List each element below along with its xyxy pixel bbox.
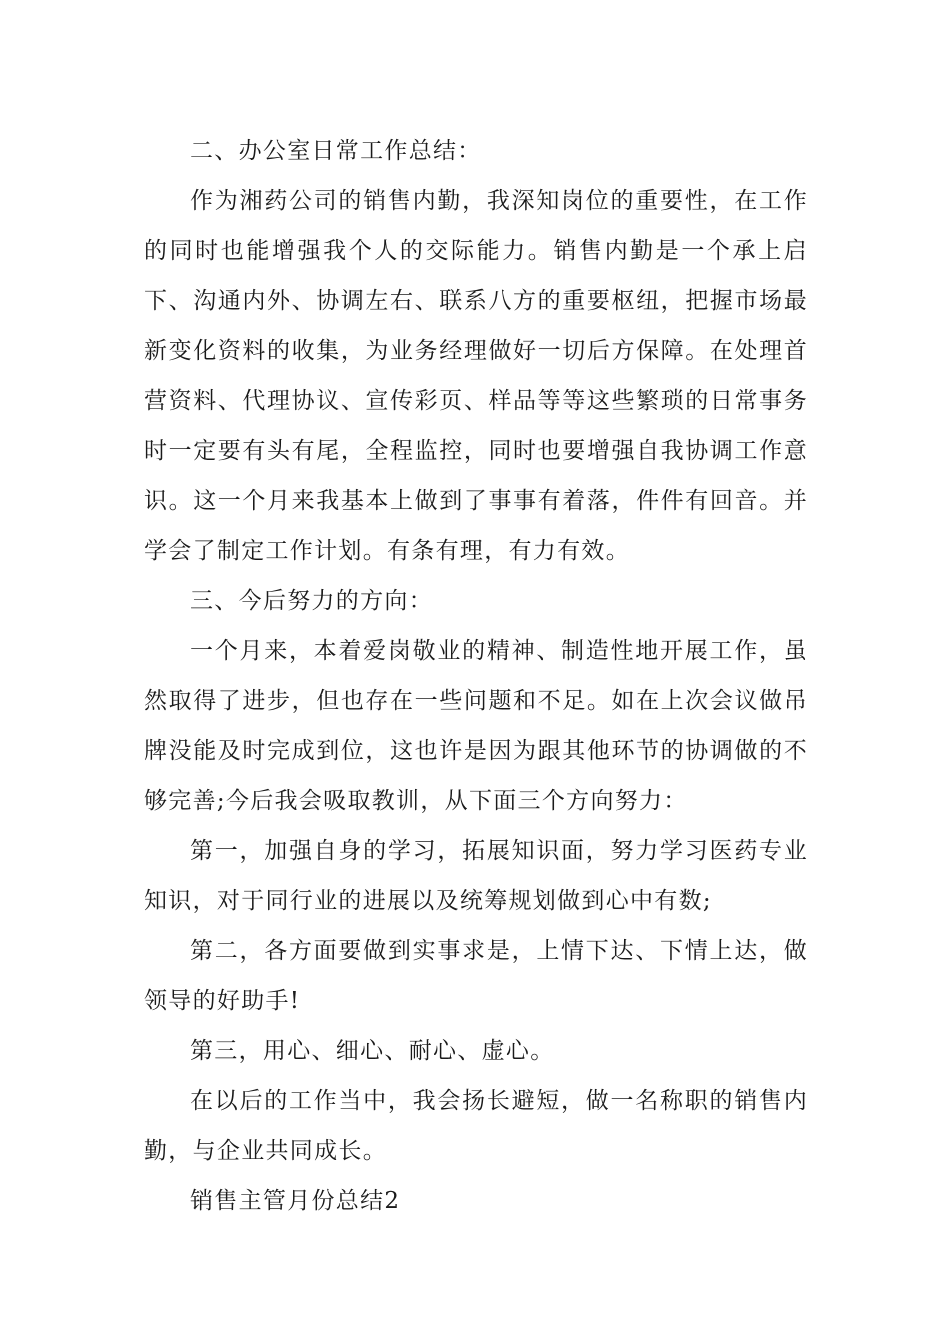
next-section-title: 销售主管月份总结2 bbox=[190, 1188, 401, 1214]
section-heading-future-direction: 三、今后努力的方向： bbox=[190, 588, 433, 614]
paragraph-point-third: 第三，用心、细心、耐心、虚心。 bbox=[190, 1038, 555, 1064]
paragraph-future-direction: 一个月来，本着爱岗敬业的精神、制造性地开展工作，虽然取得了进步，但也存在一些问题和不足。如在上次会议做吊牌没能及时完成到位，这也许是因为跟其他环节的协调做的不够完善;今后我会吸取教训，从下面三个方向努力： bbox=[144, 638, 808, 814]
paragraph-point-first: 第一，加强自身的学习，拓展知识面，努力学习医药专业知识，对于同行业的进展以及统筹规划做到心中有数; bbox=[144, 838, 808, 914]
paragraph-conclusion: 在以后的工作当中，我会扬长避短，做一名称职的销售内勤，与企业共同成长。 bbox=[144, 1088, 808, 1164]
section-heading-office-work: 二、办公室日常工作总结： bbox=[190, 138, 482, 164]
paragraph-office-work: 作为湘药公司的销售内勤，我深知岗位的重要性，在工作的同时也能增强我个人的交际能力。销售内勤是一个承上启下、沟通内外、协调左右、联系八方的重要枢纽，把握市场最新变化资料的收集，为业务经理做好一切后方保障。在处理首营资料、代理协议、宣传彩页、样品等等这些繁琐的日常事务时一定要有头有尾，全程监控，同时也要增强自我协调工作意识。这一个月来我基本上做到了事事有着落，件件有回音。并学会了制定工作计划。有条有理，有力有效。 bbox=[144, 188, 808, 564]
document-body bbox=[144, 126, 808, 1226]
paragraph-point-second: 第二，各方面要做到实事求是，上情下达、下情上达，做领导的好助手! bbox=[144, 938, 808, 1014]
